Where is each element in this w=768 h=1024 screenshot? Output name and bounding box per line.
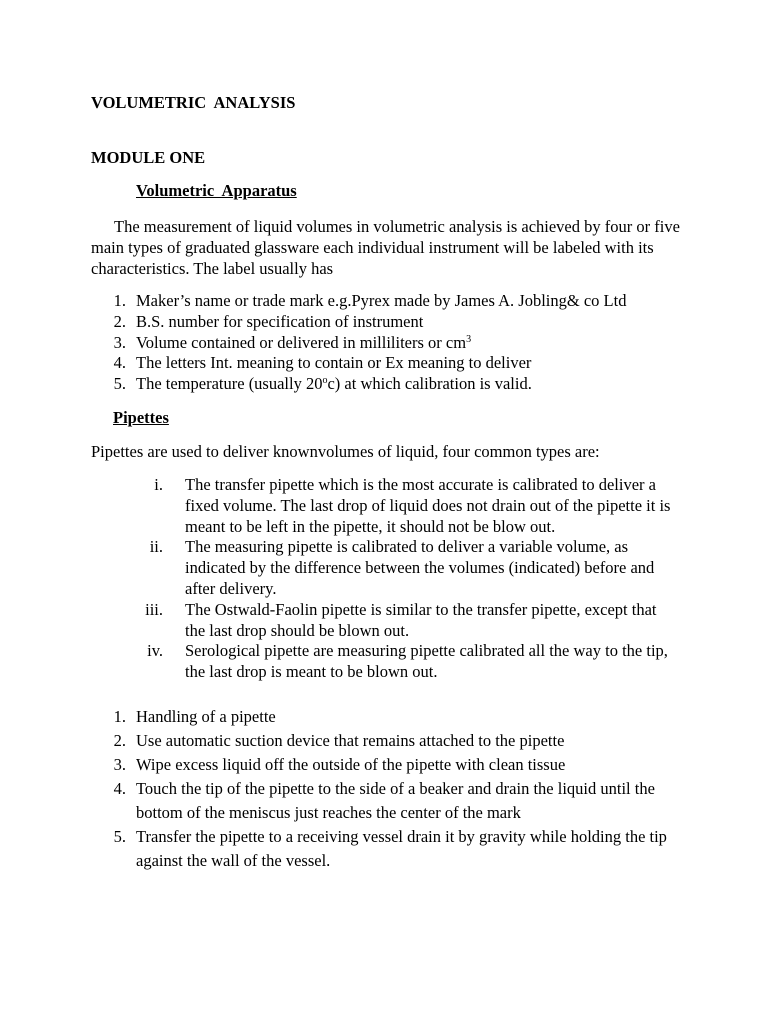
list-number: 1. [113,291,126,310]
list-number: 2. [113,311,126,331]
pipette-handling-steps [91,705,671,873]
list-number: 4. [113,353,126,373]
label-characteristics-list [91,291,691,395]
list-item [91,777,671,825]
list-item-text: B.S. number for specification of instrument [136,311,424,331]
list-item [140,600,680,642]
list-number: iv. [147,641,163,661]
list-item [140,537,680,599]
section-heading-volumetric-apparatus: Volumetric Apparatus [136,181,297,200]
list-item-text: Serological pipette are measuring pipette calibrated all the way to the tip, the last drop is meant to be blown out. [185,641,668,682]
list-item-text: Volume contained or delivered in milliliters or cm [136,332,467,352]
pipette-types-list [140,475,680,683]
superscript: o [322,375,328,387]
list-number: 1. [113,707,126,726]
list-item [140,475,680,537]
list-item-text: The letters Int. meaning to contain or Ex meaning to deliver [136,353,532,373]
list-item-text: Touch the tip of the pipette to the side of a beaker and drain the liquid until the bottom of the meniscus just reaches the center of the mark [136,779,655,822]
list-number: i. [154,475,163,494]
list-item-text: The transfer pipette which is the most accurate is calibrated to deliver a fixed volume. The last drop of liquid does not drain out of the pipette it is meant to be left in the pipette, it should not be blow out. [185,475,671,536]
pipettes-intro: Pipettes are used to deliver knownvolumes of liquid, four common types are: [91,442,600,461]
list-number: 2. [113,731,126,750]
list-item [91,705,671,729]
list-number: 4. [113,779,126,798]
list-number: 5. [113,827,126,846]
section-heading-pipettes: Pipettes [113,408,169,427]
list-number: 3. [113,755,126,774]
list-item [91,753,671,777]
module-heading: MODULE ONE [91,148,206,167]
list-number: ii. [149,537,163,557]
list-item [91,374,691,395]
superscript: 3 [466,333,472,345]
list-item-text: c) at which calibration is valid. [327,374,532,394]
list-item [91,291,691,312]
list-item-text: Transfer the pipette to a receiving vessel drain it by gravity while holding the tip against the wall of the vessel. [136,827,667,870]
document-title: VOLUMETRIC ANALYSIS [91,93,296,112]
list-item [91,333,691,354]
list-number: 3. [113,332,126,352]
list-item-text: Maker’s name or trade mark e.g.Pyrex made by James A. Jobling& co Ltd [136,291,627,310]
list-item-text: The measuring pipette is calibrated to deliver a variable volume, as indicated by the difference between the volumes (indicated) before and after delivery. [185,537,655,598]
list-item [91,825,671,873]
intro-paragraph: The measurement of liquid volumes in volumetric analysis is achieved by four or five main types of graduated glassware each individual instrument will be labeled with its characteristics. The label usually has [91,217,680,278]
list-item [91,312,691,333]
list-number: 5. [113,374,126,394]
list-item [91,353,691,374]
list-item [91,729,671,753]
list-item [140,641,680,683]
list-item-text: Wipe excess liquid off the outside of the pipette with clean tissue [136,755,566,774]
list-item-text: The temperature (usually 20 [136,374,323,394]
list-number: iii. [145,599,163,619]
list-item-text: Handling of a pipette [136,707,276,726]
list-item-text: The Ostwald-Faolin pipette is similar to the transfer pipette, except that the last drop should be blown out. [185,599,657,640]
list-item-text: Use automatic suction device that remains attached to the pipette [136,731,565,750]
